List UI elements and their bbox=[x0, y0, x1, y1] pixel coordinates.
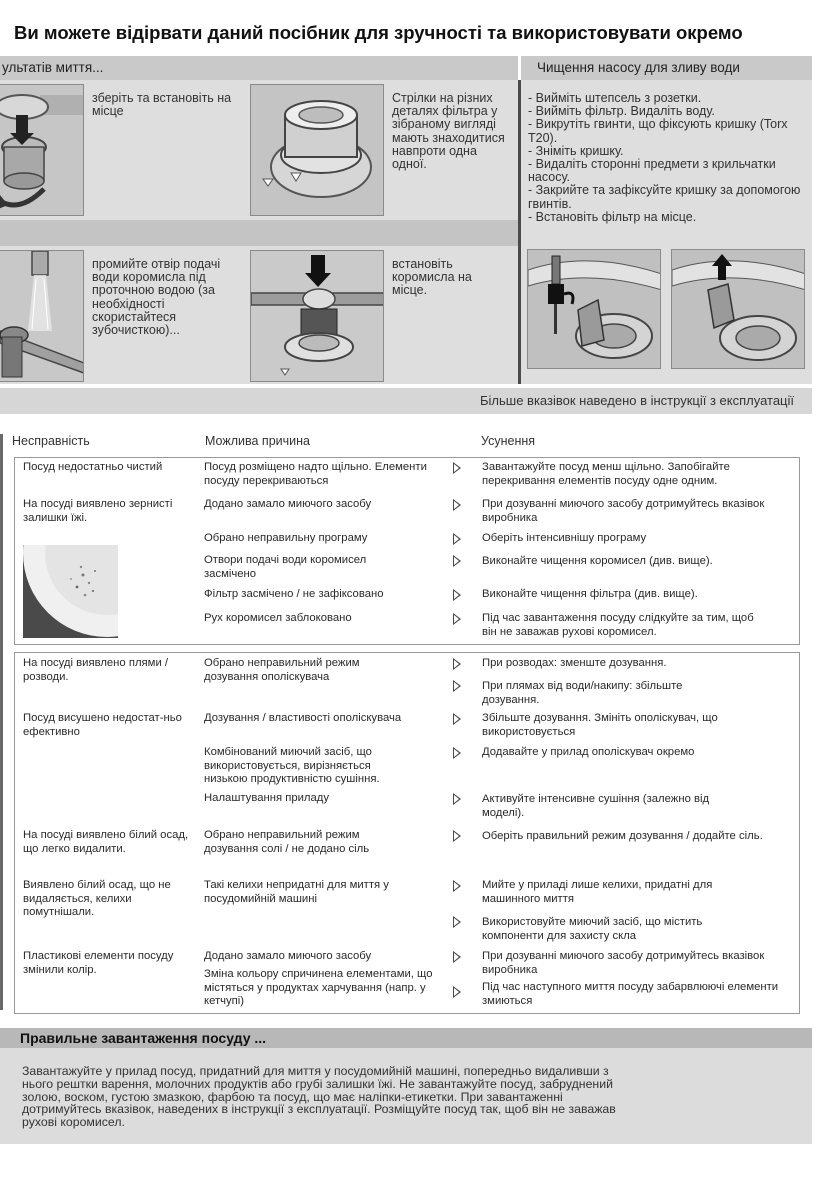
cause-cell: Дозування / властивості ополіскувача bbox=[204, 712, 402, 724]
remedy-cell: При дозуванні миючого засобу дотримуйтесь вказівок виробника bbox=[482, 498, 765, 524]
install-spray-arm-text: встановіть коромисла на місце. bbox=[392, 257, 472, 298]
remedy-cell: Мийте у приладі лише келихи, придатні для машинного миття bbox=[482, 879, 713, 905]
pump-steps-list bbox=[528, 92, 804, 224]
arrow-icon bbox=[453, 713, 461, 725]
pump-cover-image bbox=[671, 249, 805, 369]
remedy-cell: Оберіть інтенсивнішу програму bbox=[482, 532, 647, 544]
remedy-cell: Використовуйте миючий засіб, що містить компоненти для захисту скла bbox=[482, 916, 703, 942]
fault-cell: Посуд недостатньо чистий bbox=[23, 461, 163, 473]
filter-arrows-text: Стрілки на різних деталях фільтра у зібраному вигляді мають знаходитися навпроти одна одної. bbox=[392, 91, 505, 172]
fault-cell: Посуд висушено недостат-ньо ефективно bbox=[23, 712, 182, 738]
remedy-cell: Додавайте у прилад ополіскувач окремо bbox=[482, 746, 695, 758]
arrow-icon bbox=[453, 916, 461, 928]
fault-cell: На посуді виявлено білий осад, що легко видалити. bbox=[23, 829, 189, 855]
left-section-heading: ультатів миття... bbox=[0, 56, 518, 80]
arrow-icon bbox=[453, 555, 461, 567]
filter-arrows-image bbox=[250, 84, 384, 216]
loading-section-text: Завантажуйте у прилад посуд, придатний для миття у посудомийній машині, попередньо видаливши з нього рештки варення, молочних продуктів або грубі залишки їжі. Не завантажуйте посуд, забруднений золою, воском, густою змазкою, фарбою та посуд, що має наліпки-етикетки. При завантаженні дотримуйтесь вказівок, наведених в інструкції з експлуатації. Розміщуйте посуд так, щоб він не заважав рухові коромисел. bbox=[22, 1064, 616, 1130]
pump-step: - Вийміть фільтр. Видаліть воду. bbox=[528, 104, 715, 119]
install-spray-arm-image bbox=[250, 250, 384, 382]
remedy-cell: При плямах від води/накипу: збільште дозування. bbox=[482, 680, 683, 706]
page-title: Ви можете відірвати даний посібник для зручності та використовувати окремо bbox=[14, 22, 743, 43]
food-residue-photo bbox=[23, 545, 118, 638]
pump-screw-image bbox=[527, 249, 661, 369]
fault-cell: Пластикові елементи посуду змінили колір. bbox=[23, 950, 174, 976]
arrow-icon bbox=[453, 880, 461, 892]
arrow-icon bbox=[453, 589, 461, 601]
col-header-cause: Можлива причина bbox=[205, 434, 310, 448]
remedy-cell: Виконайте чищення фільтра (див. вище). bbox=[482, 588, 698, 600]
cause-cell: Комбінований миючий засіб, що використовується, вирізняється низькою продуктивністю сушіння. bbox=[204, 746, 380, 786]
cause-cell: Додано замало миючого засобу bbox=[204, 950, 372, 962]
remedy-cell: Виконайте чищення коромисел (див. вище). bbox=[482, 555, 713, 567]
arrow-icon bbox=[453, 462, 461, 474]
arrow-icon bbox=[453, 793, 461, 805]
remedy-cell: При розводах: зменште дозування. bbox=[482, 657, 667, 669]
remedy-cell: Під час завантаження посуду слідкуйте за тим, щоб він не заважав рухові коромисел. bbox=[482, 612, 754, 638]
pump-step: - Зніміть кришку. bbox=[528, 143, 624, 158]
rinse-spray-arm-text: промийте отвір подачі води коромисла під проточною водою (за необхідності скористайтеся зубочисткою)... bbox=[92, 257, 221, 338]
arrow-icon bbox=[453, 951, 461, 963]
left-panel-separator bbox=[0, 220, 518, 246]
arrow-icon bbox=[453, 658, 461, 670]
arrow-icon bbox=[453, 830, 461, 842]
col-header-fault: Несправність bbox=[12, 434, 90, 448]
cause-cell: Рух коромисел заблоковано bbox=[204, 612, 352, 624]
arrow-icon bbox=[453, 986, 461, 998]
section-divider bbox=[518, 80, 521, 384]
arrow-icon bbox=[453, 533, 461, 545]
pump-step: - Видаліть сторонні предмети з крильчатки насосу. bbox=[528, 157, 776, 185]
table-left-rule bbox=[0, 434, 3, 1010]
cause-cell: Налаштування приладу bbox=[204, 792, 330, 804]
fault-cell: Виявлено білий осад, що не видаляється, келихи помутнішали. bbox=[23, 879, 171, 919]
arrow-icon bbox=[453, 680, 461, 692]
cause-cell: Отвори подачі води коромисел засмічено bbox=[204, 554, 367, 580]
cause-cell: Зміна кольору спричинена елементами, що містяться у продуктах харчування (напр. у кетчупі) bbox=[204, 968, 433, 1008]
pump-step: - Встановіть фільтр на місце. bbox=[528, 209, 697, 224]
remedy-cell: Збільште дозування. Змініть ополіскувач, що використовується bbox=[482, 712, 718, 738]
cause-cell: Такі келихи непридатні для миття у посудомийній машині bbox=[204, 879, 389, 905]
right-section-heading: Чищення насосу для зливу води bbox=[521, 56, 812, 80]
arrow-icon bbox=[453, 613, 461, 625]
pump-step: - Викрутіть гвинти, що фіксують кришку (Torx T20). bbox=[528, 117, 788, 145]
fault-cell: На посуді виявлено плями / розводи. bbox=[23, 657, 169, 683]
filter-assembly-image bbox=[0, 84, 84, 216]
pump-step: - Вийміть штепсель з розетки. bbox=[528, 91, 702, 105]
cause-cell: Обрано неправильний режим дозування ополіскувача bbox=[204, 657, 360, 683]
remedy-cell: Завантажуйте посуд менш щільно. Запобігайте перекривання елементів посуду одне одним. bbox=[482, 461, 730, 487]
step-reassemble-text: зберіть та встановіть на місце bbox=[92, 91, 232, 119]
cause-cell: Обрано неправильну програму bbox=[204, 532, 368, 544]
cause-cell: Додано замало миючого засобу bbox=[204, 498, 372, 510]
remedy-cell: Активуйте інтенсивне сушіння (залежно від моделі). bbox=[482, 793, 710, 819]
rinse-spray-arm-image bbox=[0, 250, 84, 382]
more-info-bar: Більше вказівок наведено в інструкції з експлуатації bbox=[0, 388, 812, 414]
cause-cell: Посуд розміщено надто щільно. Елементи посуду перекриваються bbox=[204, 461, 427, 487]
loading-section-heading: Правильне завантаження посуду ... bbox=[0, 1028, 812, 1048]
remedy-cell: Оберіть правильний режим дозування / додайте сіль. bbox=[482, 830, 763, 842]
col-header-remedy: Усунення bbox=[481, 434, 536, 448]
remedy-cell: При дозуванні миючого засобу дотримуйтесь вказівок виробника bbox=[482, 950, 765, 976]
cause-cell: Обрано неправильний режим дозування солі / не додано сіль bbox=[204, 829, 370, 855]
fault-cell: На посуді виявлено зернисті залишки їжі. bbox=[23, 498, 173, 524]
arrow-icon bbox=[453, 499, 461, 511]
cause-cell: Фільтр засмічено / не зафіксовано bbox=[204, 588, 384, 600]
pump-step: - Закрийте та зафіксуйте кришку за допомогою гвинтів. bbox=[528, 183, 801, 211]
remedy-cell: Під час наступного миття посуду забарвлюючі елементи змиються bbox=[482, 981, 779, 1007]
arrow-icon bbox=[453, 747, 461, 759]
